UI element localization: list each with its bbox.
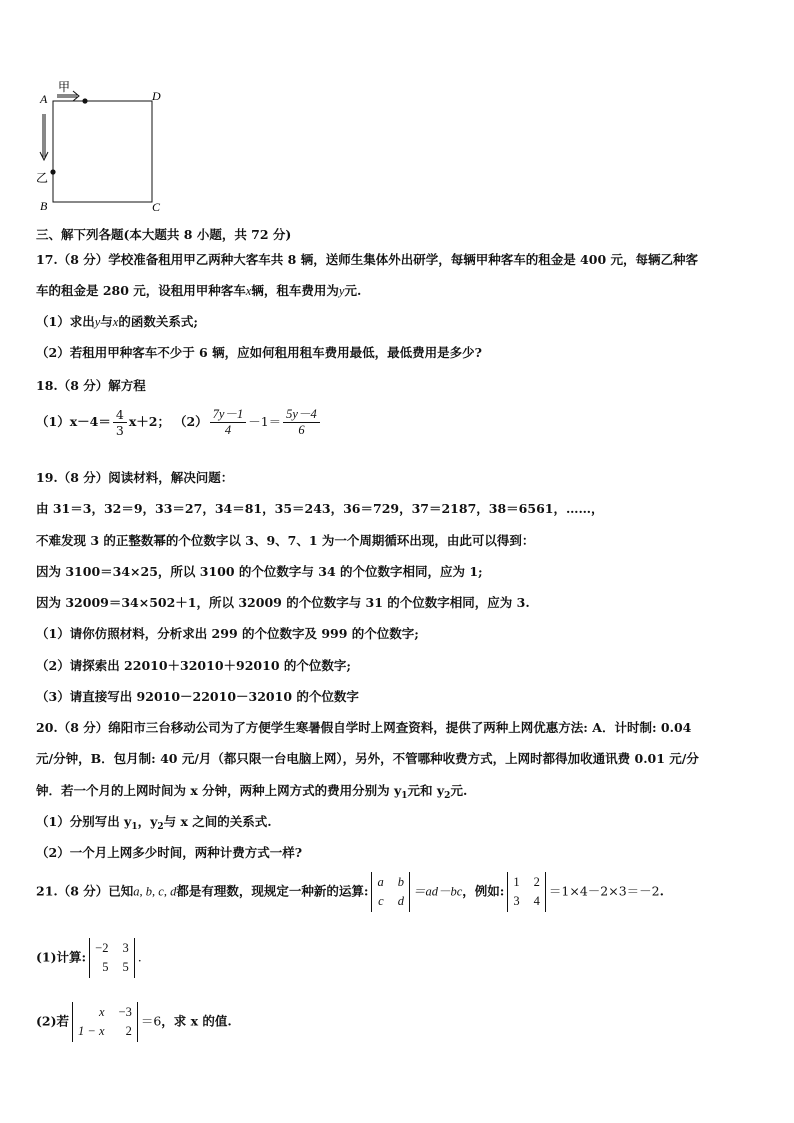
fraction-four-thirds: $\frac{4}{3}$ <box>113 407 127 438</box>
var-y: y <box>338 284 345 298</box>
determinant-part1: −2 3 5 5 <box>89 938 135 978</box>
q19-part3: （3）请直接写出 92010－22010－32010 的个位数字 <box>36 689 359 704</box>
q18-title: 18.（8 分）解方程 <box>36 378 146 393</box>
q17-part1: （1）求出y与x的函数关系式; <box>36 314 198 329</box>
determinant-part2: x −3 1 − x 2 <box>72 1002 138 1042</box>
q20-part1: （1）分别写出 $y_1$，$y_2$与 x 之间的关系式. <box>36 814 272 832</box>
q21-intro: 21.（8 分）已知a, b, c, d都是有理数，现规定一种新的运算: a b c d ＝ad－bc，例如: 1 2 3 4 ＝1×4－2×3＝－2. <box>36 872 664 912</box>
q19-line2: 不难发现 3 的正整数幂的个位数字以 3、9、7、1 为一个周期循环出现，由此可以得到： <box>36 533 535 548</box>
section-header: 三、解下列各题(本大题共 8 小题，共 72 分) <box>36 227 292 242</box>
determinant-definition: a b c d <box>371 872 410 912</box>
q21-part2: (2)若 x −3 1 − x 2 ＝6，求 x 的值. <box>36 1002 232 1042</box>
determinant-example: 1 2 3 4 <box>507 872 546 912</box>
q19-line3: 因为 3100＝34×25，所以 3100 的个位数字与 34 的个位数字相同，应为 1; <box>36 564 483 579</box>
label-yi: 乙 <box>36 171 49 185</box>
q19-part1: （1）请你仿照材料，分析求出 299 的个位数字及 999 的个位数字; <box>36 626 419 641</box>
label-jia: 甲 <box>58 80 71 94</box>
q19-title: 19.（8 分）阅读材料，解决问题： <box>36 470 234 485</box>
label-a: A <box>40 92 48 106</box>
q20-line1: 20.（8 分）绵阳市三台移动公司为了方便学生寒暑假自学时上网查资料，提供了两种上网优惠方法: A．计时制: 0.04 <box>36 720 692 735</box>
q17-line2: 车的租金是 280 元，设租用甲种客车x辆，租车费用为y元. <box>36 283 362 298</box>
q18-equations: （1）x－4＝ $\frac{4}{3}$ x＋2； （2） $\frac{7y-1}{4}$ －1＝ $\frac{5y-4}{6}$ <box>36 407 322 438</box>
q20-line2: 元/分钟，B．包月制: 40 元/月（都只限一台电脑上网），另外，不管哪种收费方式，上网时都得加收通讯费 0.01 元/分 <box>36 751 699 766</box>
arrow-down-icon <box>40 114 48 160</box>
point-jia <box>82 98 87 103</box>
fraction-7y: $\frac{7y-1}{4}$ <box>210 407 247 438</box>
fraction-5y: $\frac{5y-4}{6}$ <box>283 407 320 438</box>
q21-vars: a, b, c, d <box>133 884 177 899</box>
q19-part2: （2）请探索出 22010＋32010＋92010 的个位数字; <box>36 658 351 673</box>
square-abcd <box>53 101 152 202</box>
label-b: B <box>40 199 48 213</box>
label-c: C <box>152 200 161 214</box>
point-yi <box>50 169 55 174</box>
q17-part2: （2）若租用甲种客车不少于 6 辆，应如何租用租车费用最低，最低费用是多少? <box>36 345 482 360</box>
q20-part2: （2）一个月上网多少时间，两种计费方式一样? <box>36 845 303 860</box>
q19-line1: 由 31＝3，32＝9，33＝27，34＝81，35＝243，36＝729，37＝2187，38＝6561，……， <box>36 501 604 516</box>
q19-line4: 因为 32009＝34×502＋1，所以 32009 的个位数字与 31 的个位数字相同，应为 3. <box>36 595 530 610</box>
var-x: x <box>245 284 252 298</box>
label-d: D <box>152 89 161 103</box>
q21-part1: (1)计算: −2 3 5 5 . <box>36 938 142 978</box>
q17-line1: 17.（8 分）学校准备租用甲乙两种大客车共 8 辆，送师生集体外出研学，每辆甲种客车的租金是 400 元，每辆乙种客 <box>36 252 698 267</box>
q20-line3: 钟．若一个月的上网时间为 x 分钟，两种上网方式的费用分别为 $y_1$元和 $y_2$元. <box>36 783 468 801</box>
square-diagram <box>28 78 178 218</box>
